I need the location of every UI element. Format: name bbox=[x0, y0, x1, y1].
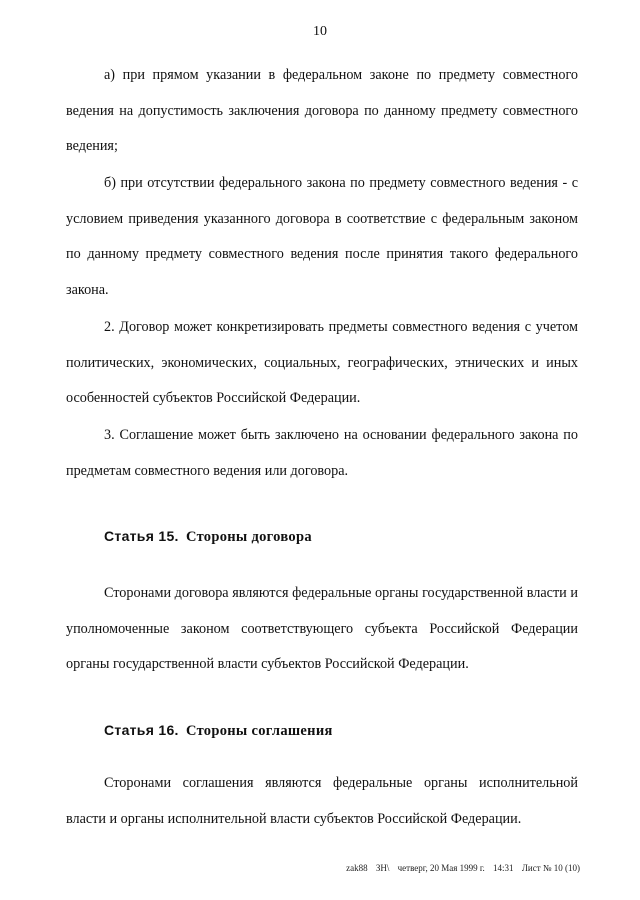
footer-code: ЗН\ bbox=[375, 863, 390, 873]
article-16-text: Сторонами соглашения являются федеральные органы исполнительной власти и органы исполнительной власти субъектов Российской Федерации. bbox=[66, 775, 578, 827]
footer-time: 14:31 bbox=[493, 863, 514, 873]
paragraph-item-b: б) при отсутствии федерального закона по предмету совместного ведения - с условием приведения указанного договора в соответствие с федеральным законом по данному предмету совместного ведения после принятия такого федерального закона. bbox=[66, 175, 578, 298]
article-15-heading bbox=[104, 528, 312, 546]
page-number: 10 bbox=[313, 24, 327, 39]
article-16-number: Статья 16. bbox=[104, 722, 179, 738]
article-16-title: Стороны соглашения bbox=[186, 723, 333, 739]
page-footer bbox=[340, 863, 580, 873]
article-15-title: Стороны договора bbox=[186, 529, 312, 545]
article-16-heading bbox=[104, 722, 333, 740]
article-15-text: Сторонами договора являются федеральные органы государственной власти и уполномоченные законом соответствующего субъекта Российской Федерации органы государственной власти субъектов Российской Федерации. bbox=[66, 585, 578, 672]
footer-date: четверг, 20 Мая 1999 г. bbox=[397, 863, 485, 873]
footer-sheet: Лист № 10 (10) bbox=[521, 863, 580, 873]
paragraph-clause-3: 3. Соглашение может быть заключено на основании федерального закона по предметам совместного ведения или договора. bbox=[66, 427, 578, 479]
article-15-number: Статья 15. bbox=[104, 528, 179, 544]
paragraph-item-a: а) при прямом указании в федеральном законе по предмету совместного ведения на допустимость заключения договора по данному предмету совместного ведения; bbox=[66, 67, 578, 154]
paragraph-clause-2: 2. Договор может конкретизировать предметы совместного ведения с учетом политических, экономических, социальных, географических, этнических и иных особенностей субъектов Российской Федерации. bbox=[66, 319, 578, 406]
footer-file: zak88 bbox=[346, 863, 368, 873]
